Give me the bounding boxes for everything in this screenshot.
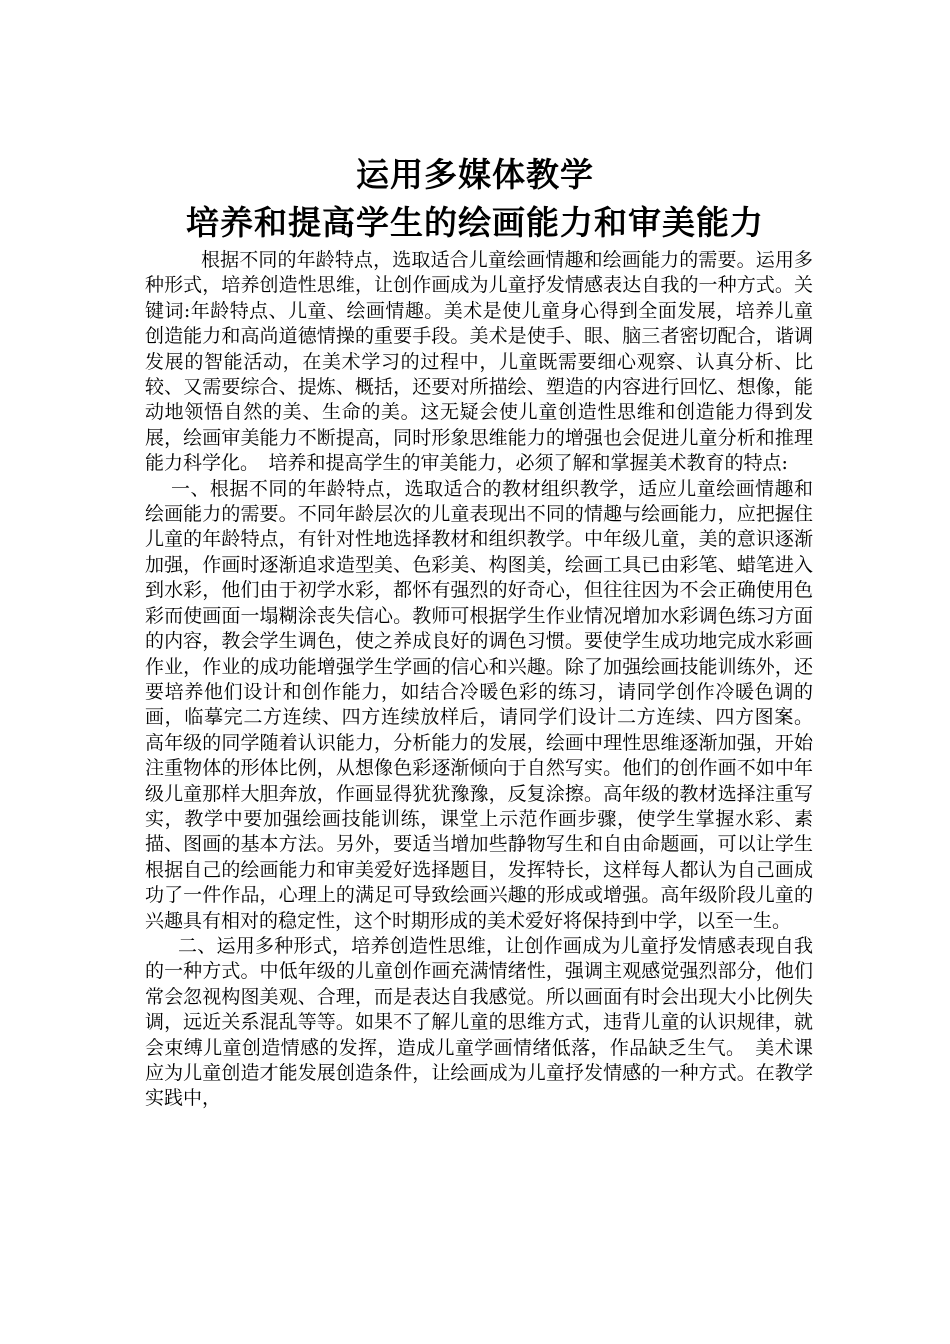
document-subtitle: 培养和提高学生的绘画能力和审美能力 (186, 203, 764, 242)
document-title: 运用多媒体教学 (356, 155, 594, 194)
paragraph-section-one: 一、根据不同的年龄特点，选取适合的教材组织教学，适应儿童绘画情趣和绘画能力的需要。不同年龄层次的儿童表现出不同的情趣与绘画能力，应把握住儿童的年龄特点，有针对性地选择教材和组织教学。中年级儿童，美的意识逐渐加强，作画时逐渐追求造型美、色彩美、构图美，绘画工具已由彩笔、蜡笔进入到水彩，他们由于初学水彩，都怀有强烈的好奇心，但往往因为不会正确使用色彩而使画面一塌糊涂丧失信心。教师可根据学生作业情况增加水彩调色练习方面的内容，教会学生调色，使之养成良好的调色习惯。要使学生成功地完成水彩画作业，作业的成功能增强学生学画的信心和兴趣。除了加强绘画技能训练外，还要培养他们设计和创作能力，如结合冷暖色彩的练习，请同学创作冷暖色调的画，临摹完二方连续、四方连续放样后，请同学们设计二方连续、四方图案。 高年级的同学随着认识能力，分析能力的发展，绘画中理性思维逐渐加强，开始注重物体的形体比例，从想像色彩逐渐倾向于自然写实。他们的创作画不如中年级儿童那样大胆奔放，作画显得犹犹豫豫，反复涂擦。高年级的教材选择注重写实，教学中要加强绘画技能训练，课堂上示范作画步骤，使学生掌握水彩、素描、图画的基本方法。另外，要适当增加些静物写生和自由命题画，可以让学生根据自己的绘画能力和审美爱好选择题目，发挥特长，这样每人都认为自己画成功了一件作品，心理上的满足可导致绘画兴趣的形成或增强。高年级阶段儿童的兴趣具有相对的稳定性，这个时期形成的美术爱好将保持到中学，以至一生。 (145, 477, 813, 932)
document-body (145, 248, 813, 1112)
paragraph-intro: 根据不同的年龄特点，选取适合儿童绘画情趣和绘画能力的需要。运用多种形式，培养创造性思维，让创作画成为儿童抒发情感表达自我的一种方式。关键词:年龄特点、儿童、绘画情趣。美术是使儿童身心得到全面发展，培养儿童创造能力和高尚道德情操的重要手段。美术是使手、眼、脑三者密切配合，谐调发展的智能活动，在美术学习的过程中，儿童既需要细心观察、认真分析、比较、又需要综合、提炼、概括，还要对所描绘、塑造的内容进行回忆、想像，能动地领悟自然的美、生命的美。这无疑会使儿童创造性思维和创造能力得到发展，绘画审美能力不断提高，同时形象思维能力的增强也会促进儿童分析和推理能力科学化。 培养和提高学生的审美能力，必须了解和掌握美术教育的特点: (145, 249, 813, 475)
paragraph-section-two: 二、运用多种形式，培养创造性思维，让创作画成为儿童抒发情感表现自我的一种方式。中低年级的儿童创作画充满情绪性，强调主观感觉强烈部分，他们常会忽视构图美观、合理，而是表达自我感觉。所以画面有时会出现大小比例失调，远近关系混乱等等。如果不了解儿童的思维方式，违背儿童的认识规律，就会束缚儿童创造情感的发挥，造成儿童学画情绪低落，作品缺乏生气。 美术课应为儿童创造才能发展创造条件，让绘画成为儿童抒发情感的一种方式。在教学实践中， (145, 934, 813, 1110)
